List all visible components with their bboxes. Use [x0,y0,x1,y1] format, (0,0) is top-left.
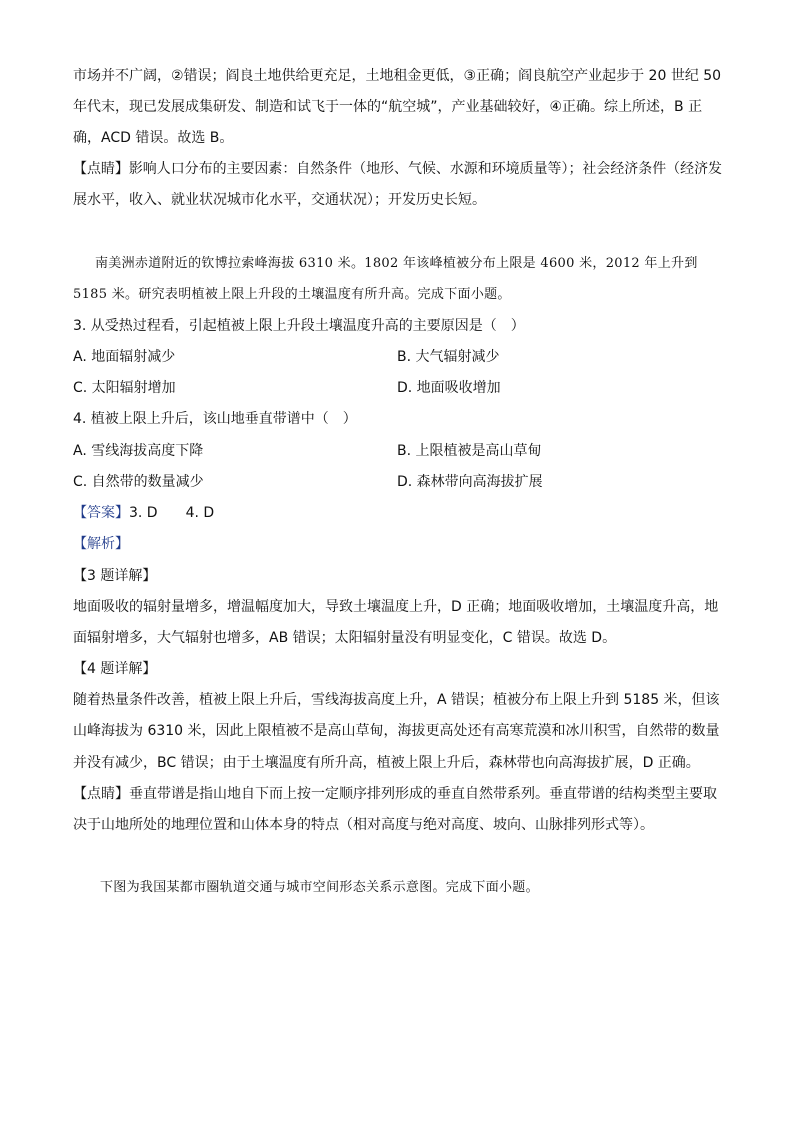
analysis-label: 【解析】 [73,536,129,552]
option-b: B. 大气辐射减少 [397,349,500,365]
material-line: 下图为我国某都市圈轨道交通与城市空间形态关系示意图。完成下面小题。 [100,880,539,895]
tip-text: 影响人口分布的主要因素：自然条件（地形、气候、水源和环境质量等）；社会经济条件（经济发 [128,161,722,177]
option-c: C. 太阳辐射增加 [73,380,176,396]
paragraph-line: 确，ACD 错误。故选 B。 [73,130,234,146]
paragraph-line: 年代末，现已发展成集研发、制造和试飞于一体的“航空城”，产业基础较好，④正确。综上所述，B 正 [73,99,703,115]
question-stem: 3. 从受热过程看，引起植被上限上升段土壤温度升高的主要原因是（ ） [73,318,525,334]
tip-line: 决于山地所处的地理位置和山体本身的特点（相对高度与绝对高度、坡向、山脉排列形式等）。 [73,817,654,833]
option-a: A. 雪线海拔高度下降 [73,443,204,459]
detail-label: 【4 题详解】 [73,661,157,677]
option-b: B. 上限植被是高山草甸 [397,443,542,459]
answer-label: 【答案】 [73,505,129,521]
detail-label: 【3 题详解】 [73,568,157,584]
tip-line [73,159,722,179]
option-d: D. 地面吸收增加 [397,380,501,396]
detail-line: 山峰海拔为 6310 米，因此上限植被不是高山草甸，海拔更高处还有高寒荒漠和冰川积雪，自然带的数量 [73,723,720,739]
tip-text: 垂直带谱是指山地自下而上按一定顺序排列形成的垂直自然带系列。垂直带谱的结构类型主要取 [129,786,717,802]
material-line: 南美洲赤道附近的钦博拉索峰海拔 6310 米。1802 年该峰植被分布上限是 4600 米，2012 年上升到 [95,256,698,271]
answer-line [73,503,214,523]
tip-line: 展水平，收入、就业状况城市化水平，交通状况）；开发历史长短。 [73,192,486,208]
option-d: D. 森林带向高海拔扩展 [397,474,543,490]
tip-line [73,784,717,804]
answer-text: 3. D 4. D [129,505,215,521]
question-stem: 4. 植被上限上升后，该山地垂直带谱中（ ） [73,411,357,427]
tip-label: 【点睛】 [73,786,129,802]
detail-line: 并没有减少，BC 错误；由于土壤温度有所升高，植被上限上升后，森林带也向高海拔扩展，D 正确。 [73,755,700,771]
material-line: 5185 米。研究表明植被上限上升段的土壤温度有所升高。完成下面小题。 [73,287,511,302]
detail-line: 地面吸收的辐射量增多，增温幅度加大，导致土壤温度上升，D 正确；地面吸收增加，土壤温度升高，地 [73,599,719,615]
detail-line: 随着热量条件改善，植被上限上升后，雪线海拔高度上升，A 错误；植被分布上限上升到 5185 米，但该 [73,692,720,708]
option-c: C. 自然带的数量减少 [73,474,204,490]
detail-line: 面辐射增多，大气辐射也增多，AB 错误；太阳辐射量没有明显变化，C 错误。故选 D。 [73,630,617,646]
paragraph-line: 市场并不广阔，②错误；阎良土地供给更充足，土地租金更低，③正确；阎良航空产业起步于 20 世纪 50 [73,68,722,84]
option-a: A. 地面辐射减少 [73,349,176,365]
tip-label: 【点睛】 [73,161,129,177]
